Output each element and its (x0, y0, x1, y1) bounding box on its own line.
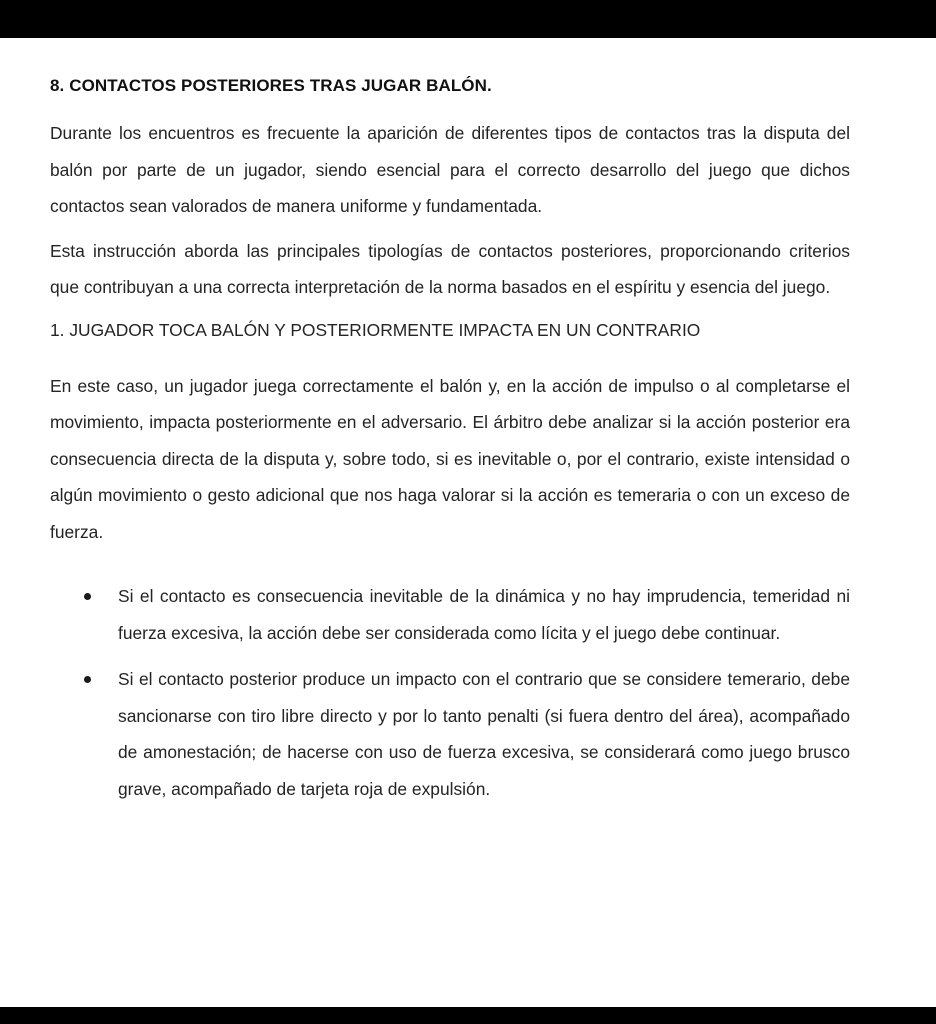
list-item (50, 578, 850, 651)
subsection-heading: 1. JUGADOR TOCA BALÓN Y POSTERIORMENTE IMPACTA EN UN CONTRARIO (50, 319, 701, 340)
list-item-text: Si el contacto posterior produce un impacto con el contrario que se considere temerario, debe sancionarse con tiro libre directo y por lo tanto penalti (si fuera dentro del área), acompañado de amonestación; de hacerse con uso de fuerza excesiva, se considerará como juego brusco grave, acompañado de tarjeta roja de expulsión. (118, 669, 850, 799)
case-paragraph: En este caso, un jugador juega correctamente el balón y, en la acción de impulso o al completarse el movimiento, impacta posteriormente en el adversario. El árbitro debe analizar si la acción posterior era consecuencia directa de la disputa y, sobre todo, si es inevitable o, por el contrario, existe intensidad o algún movimiento o gesto adicional que nos haga valorar si la acción es temeraria o con un exceso de fuerza. (50, 375, 850, 542)
document-page (0, 38, 936, 1007)
list-item (50, 661, 850, 807)
bullet-icon (84, 676, 91, 683)
list-item-text: Si el contacto es consecuencia inevitable de la dinámica y no hay imprudencia, temeridad ni fuerza excesiva, la acción debe ser considerada como lícita y el juego debe continuar. (118, 586, 850, 643)
section-heading: 8. CONTACTOS POSTERIORES TRAS JUGAR BALÓN. (50, 76, 492, 95)
document-content (50, 71, 850, 807)
scope-paragraph: Esta instrucción aborda las principales tipologías de contactos posteriores, proporcionando criterios que contribuyan a una correcta interpretación de la norma basados en el espíritu y esencia del juego. (50, 240, 850, 297)
intro-paragraph: Durante los encuentros es frecuente la aparición de diferentes tipos de contactos tras la disputa del balón por parte de un jugador, siendo esencial para el correcto desarrollo del juego que dichos contactos sean valorados de manera uniforme y fundamentada. (50, 123, 850, 216)
criteria-list (50, 578, 850, 807)
bullet-icon (84, 593, 91, 600)
